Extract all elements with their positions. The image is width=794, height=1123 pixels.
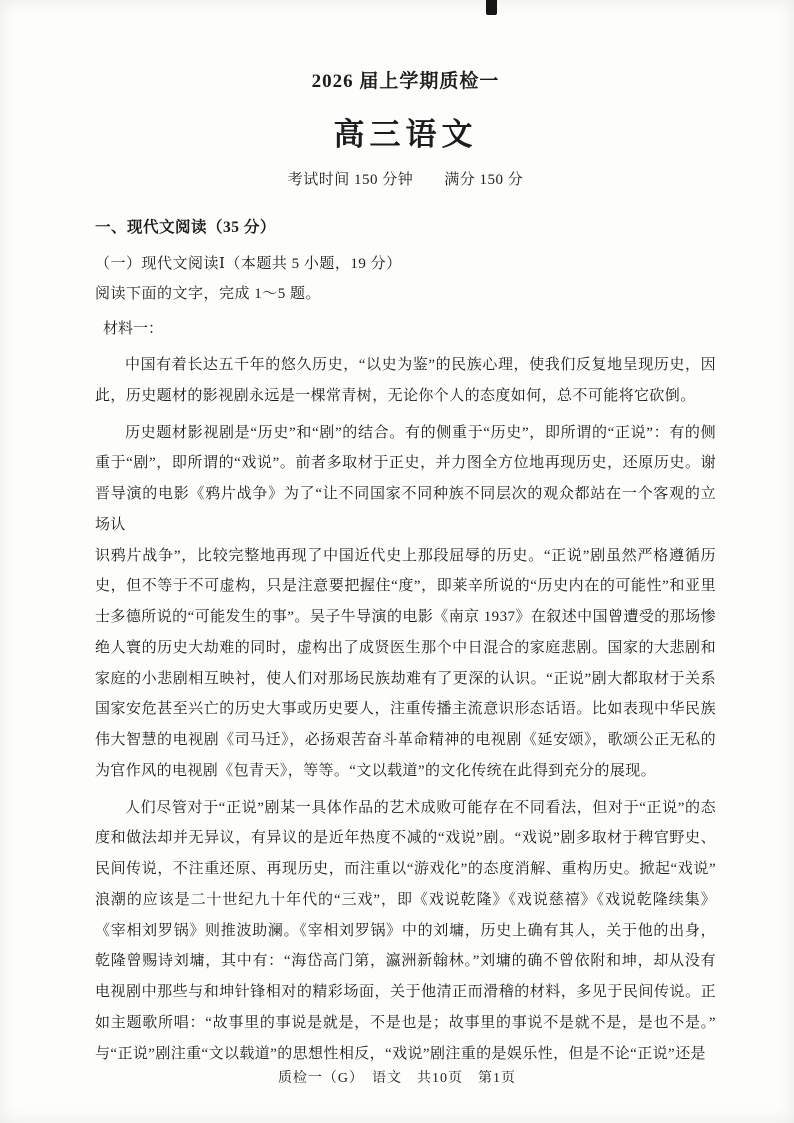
- page-footer: 质检一（G） 语文 共10页 第1页: [277, 1071, 517, 1086]
- reading-passage: [95, 350, 716, 1069]
- passage-paragraph: 历史题材影视剧是“历史”和“剧”的结合。有的侧重于“历史”，即所谓的“正说”：有的侧重于“剧”，即所谓的“戏说”。前者多取材于正史，并力图全方位地再现历史，还原历史。谢晋导演的电影《鸦片战争》为了“让不同国家不同种族不同层次的观众都站在一个客观的立场认: [95, 424, 716, 533]
- passage-paragraph: 人们尽管对于“正说”剧某一具体作品的艺术成败可能存在不同看法，但对于“正说”的态度和做法却并无异议，有异议的是近年热度不减的“戏说”剧。“戏说”剧多取材于稗官野史、民间传说，不注重还原、再现历史，而注重以“游戏化”的态度消解、重构历史。掀起“戏说”浪潮的应该是二十世纪九十年代的“三戏”，即《戏说乾隆》《戏说慈禧》《戏说乾隆续集》《宰相刘罗锅》则推波助澜。《宰相刘罗锅》中的刘墉，历史上确有其人，关于他的出身，乾隆曾赐诗刘墉，其中有：“海岱高门第，瀛洲新翰林。”刘墉的确不曾依附和坤，却从没有电视剧中那些与和坤针锋相对的精彩场面，关于他清正而滑稽的材料，多见于民间传说。正如主题歌所唱：“故事里的事说是就是，不是也是；故事里的事说不是就不是，是也不是。”与“正说”剧注重“文以载道”的思想性相反，“戏说”剧注重的是娱乐性，但是不论“正说”还是: [95, 799, 716, 1062]
- exam-title: 2026 届上学期质检一: [311, 71, 500, 92]
- section-subheading: （一）现代文阅读Ⅰ（本题共 5 小题，19 分）: [95, 256, 402, 273]
- exam-info: 考试时间 150 分钟 满分 150 分: [287, 172, 524, 188]
- reading-instruction: 阅读下面的文字，完成 1～5 题。: [95, 285, 322, 302]
- subject-title: 高三语文: [333, 117, 478, 152]
- passage-paragraph: 识鸦片战争”，比较完整地再现了中国近代史上那段屈辱的历史。“正说”剧虽然严格遵循历史，但不等于不可虚构，只是注意要把握住“度”，即莱辛所说的“历史内在的可能性”和亚里士多德所说的“可能发生的事”。吴子牛导演的电影《南京 1937》在叙述中国曾遭受的那场惨绝人寰的历史大劫难的同时，虚构出了成贤医生那个中日混合的家庭悲剧。国家的大悲剧和家庭的小悲剧相互映衬，使人们对那场民族劫难有了更深的认识。“正说”剧大都取材于关系国家安危甚至兴亡的历史大事或历史要人，注重传播主流意识形态话语。比如表现中华民族伟大智慧的电视剧《司马迁》，必扬艰苦奋斗革命精神的电视剧《延安颂》，歌颂公正无私的为官作风的电视剧《包青天》，等等。“文以载道”的文化传统在此得到充分的展现。: [95, 547, 716, 779]
- material-label: 材料一：: [103, 320, 164, 337]
- section-heading: 一、现代文阅读（35 分）: [95, 219, 276, 236]
- scan-artifact: [486, 0, 497, 15]
- passage-paragraph: 中国有着长达五千年的悠久历史，“以史为鉴”的民族心理，使我们反复地呈现历史，因此，历史题材的影视剧永远是一棵常青树，无论你个人的态度如何，总不可能将它砍倒。: [95, 357, 716, 404]
